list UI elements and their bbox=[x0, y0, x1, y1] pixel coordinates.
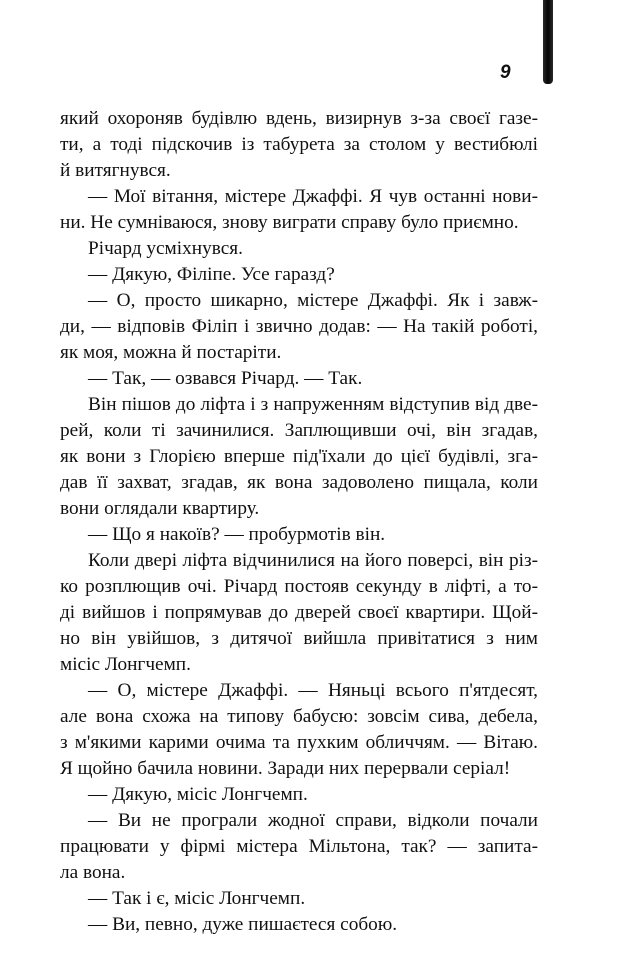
text-line: ла вона. bbox=[60, 862, 126, 883]
text-line: Я щойно бачила новини. Заради них перервали серіал! bbox=[60, 758, 511, 779]
text-line: який охороняв будівлю вдень, визирнув з-за своєї газе- bbox=[60, 108, 538, 129]
text-line: ти, а тоді підскочив із табурета за столом у вестибюлі bbox=[60, 134, 538, 155]
text-line: ді вийшов і попрямував до дверей своєї квартири. Щой- bbox=[60, 602, 538, 623]
text-line: вони оглядали квартиру. bbox=[60, 498, 260, 519]
text-line: — О, містере Джаффі. — Няньці всього п'ятдесят, bbox=[88, 680, 538, 701]
text-line: но він увійшов, з дитячої вийшла привітатися з ним bbox=[60, 628, 538, 649]
text-line: — Мої вітання, містере Джаффі. Я чув останні нови- bbox=[88, 186, 538, 207]
text-line: Річард усміхнувся. bbox=[88, 238, 243, 259]
page-number: 9 bbox=[500, 62, 511, 83]
text-line: але вона схожа на типову бабусю: зовсім сива, дебела, bbox=[60, 706, 538, 727]
text-line: Він пішов до ліфта і з напруженням відступив від две- bbox=[88, 394, 538, 415]
text-line: ко розплющив очі. Річард постояв секунду в ліфті, а то- bbox=[60, 576, 538, 597]
text-line: — Що я накоїв? — пробурмотів він. bbox=[88, 524, 386, 545]
text-line: й витягнувся. bbox=[60, 160, 171, 181]
text-line: — Дякую, Філіпе. Усе гаразд? bbox=[88, 264, 335, 285]
text-line: з м'якими карими очима та пухким обличчям. — Вітаю. bbox=[60, 732, 538, 753]
text-line: ни. Не сумніваюся, знову виграти справу було приємно. bbox=[60, 212, 519, 233]
text-line: — Дякую, місіс Лонгчемп. bbox=[88, 784, 308, 805]
text-line: дав її захват, згадав, як вона задоволено пищала, коли bbox=[60, 472, 538, 493]
text-line: місіс Лонгчемп. bbox=[60, 654, 191, 675]
text-line: ди, — відповів Філіп і звично додав: — На такій роботі, bbox=[60, 316, 538, 337]
text-line: Коли двері ліфта відчинилися на його поверсі, він різ- bbox=[88, 550, 538, 571]
text-line: працювати у фірмі містера Мільтона, так? — запита- bbox=[60, 836, 538, 857]
page-edge-bookmark bbox=[543, 0, 553, 84]
text-line: — Ви не програли жодної справи, відколи почали bbox=[88, 810, 538, 831]
text-line: як моя, можна й постаріти. bbox=[60, 342, 282, 363]
text-line: — Так, — озвався Річард. — Так. bbox=[88, 368, 363, 389]
text-line: рей, коли ті зачинилися. Заплющивши очі, він згадав, bbox=[60, 420, 538, 441]
text-line: — Ви, певно, дуже пишаєтеся собою. bbox=[88, 914, 398, 935]
text-line: — О, просто шикарно, містере Джаффі. Як і завж- bbox=[88, 290, 538, 311]
text-line: як вони з Глорією вперше під'їхали до цієї будівлі, зга- bbox=[60, 446, 538, 467]
body-text bbox=[60, 106, 538, 938]
text-line: — Так і є, місіс Лонгчемп. bbox=[88, 888, 306, 909]
